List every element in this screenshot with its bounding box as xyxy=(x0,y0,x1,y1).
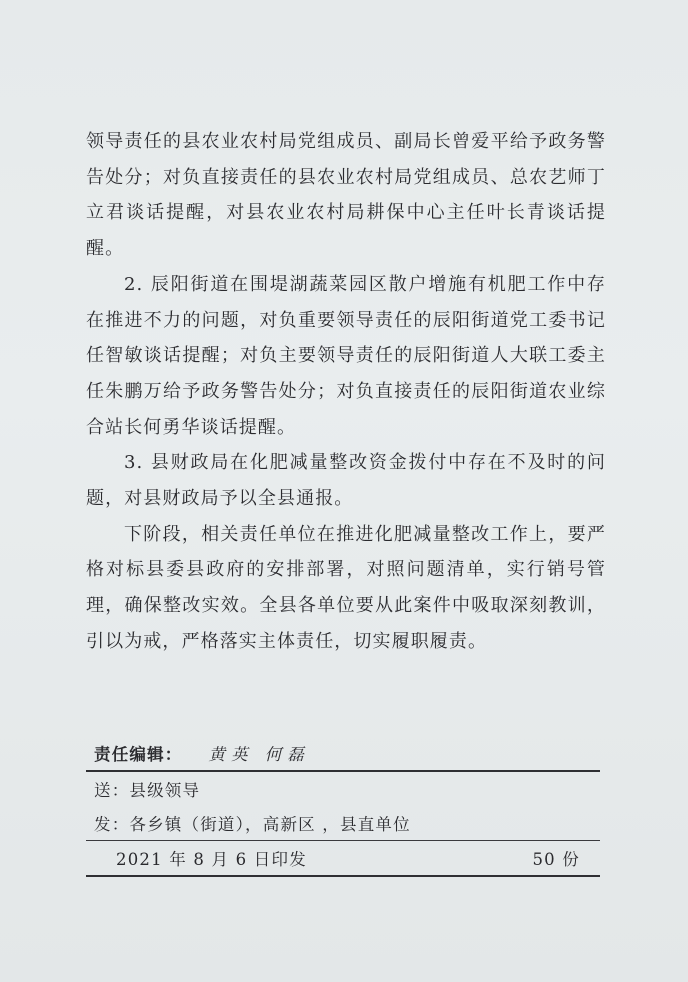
distribute-to-row xyxy=(86,806,600,840)
document-body xyxy=(86,124,606,660)
send-to-row xyxy=(86,772,600,806)
document-footer xyxy=(86,736,600,877)
footer-rule-bottom xyxy=(86,875,600,877)
editor-row xyxy=(86,736,600,770)
copies-count: 50 份 xyxy=(532,850,580,869)
paragraph-next-steps: 下阶段，相关责任单位在推进化肥减量整改工作上，要严格对标县委县政府的安排部署，对照问题清单，实行销号管理，确保整改实效。全县各单位要从此案件中吸取深刻教训，引以为戒，严格落实主体责任，切实履职履责。 xyxy=(86,523,606,652)
print-info-row xyxy=(86,841,600,875)
distribute-to-text: 发：各乡镇（街道），高新区 ，县直单位 xyxy=(94,815,411,834)
editor-names: 黄英 何磊 xyxy=(208,745,310,764)
paragraph-item-2: 2. 辰阳街道在围堤湖蔬菜园区散户增施有机肥工作中存在推进不力的问题，对负重要领导责任的辰阳街道党工委书记任智敏谈话提醒；对负主要领导责任的辰阳街道人大联工委主任朱鹏万给予政务警告处分；对负直接责任的辰阳街道农业综合站长何勇华谈话提醒。 xyxy=(86,273,606,438)
paragraph-continuation: 领导责任的县农业农村局党组成员、副局长曾爱平给予政务警告处分；对负直接责任的县农业农村局党组成员、总农艺师丁立君谈话提醒，对县农业农村局耕保中心主任叶长青谈话提醒。 xyxy=(86,131,606,260)
send-to-text: 送：县级领导 xyxy=(94,781,201,800)
paragraph-item-3: 3. 县财政局在化肥减量整改资金拨付中存在不及时的问题，对县财政局予以全县通报。 xyxy=(86,452,606,510)
print-date: 2021 年 8 月 6 日印发 xyxy=(116,850,307,869)
editor-label: 责任编辑： xyxy=(94,745,183,764)
